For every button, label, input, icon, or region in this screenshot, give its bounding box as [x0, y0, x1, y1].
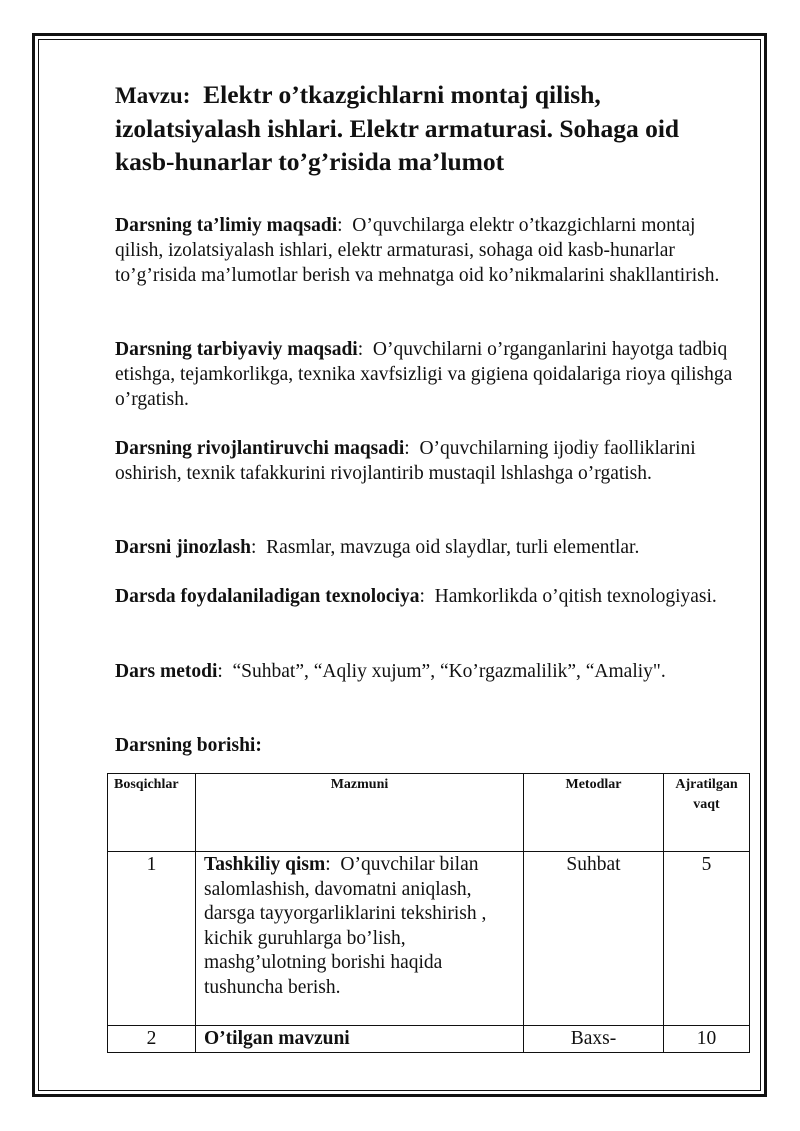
section-label: Darsning rivojlantiruvchi maqsadi [115, 438, 405, 459]
stage-cell: 2 [108, 1026, 196, 1053]
section-method: Dars metodi: “Suhbat”, “Aqliy xujum”, “Ko’rgazmalilik”, “Amaliy". [115, 661, 666, 682]
method-cell: Suhbat [524, 852, 664, 1026]
table-row [108, 852, 750, 1026]
column-header: Mazmuni [196, 774, 524, 852]
section-label: Darsda foydalaniladigan texnolociya [115, 586, 420, 607]
lesson-flow-heading: Darsning borishi: [115, 735, 262, 756]
stage-text: O’quvchilar bilan salomlashish, davomatni aniqlash, darsga tayyorgarliklarini tekshirish , kichik guruhlarga bo’lish, mashg’ulotning borishi haqida tushuncha berish. [204, 854, 487, 998]
time-cell: 10 [664, 1026, 750, 1053]
section-label: Dars metodi [115, 661, 218, 682]
section-text: Rasmlar, mavzuga oid slaydlar, turli elementlar. [266, 537, 640, 558]
title-text: Elektr o’tkazgichlarni montaj qilish, izolatsiyalash ishlari. Elektr armaturasi. Sohaga oid kasb-hunarlar to’g’risida ma’lumot [115, 80, 680, 176]
section-technology: Darsda foydalaniladigan texnolociya: Hamkorlikda o’qitish texnologiyasi. [115, 586, 717, 607]
section-text: “Suhbat”, “Aqliy xujum”, “Ko’rgazmalilik”, “Amaliy". [232, 661, 666, 682]
method-cell: Baxs- [524, 1026, 664, 1053]
section-upbringing-goal: Darsning tarbiyaviy maqsadi: O’quvchilarni o’rganganlarini hayotga tadbiq etishga, tejamkorlikga, texnika xavfsizligi va gigiena qoidalariga rioya qilishga o’rgatish. [115, 339, 733, 410]
time-cell: 5 [664, 852, 750, 1026]
section-developmental-goal: Darsning rivojlantiruvchi maqsadi: O’quvchilarning ijodiy faolliklarini oshirish, texnik tafakkurini rivojlantirib mustaqil lshlashga o’rgatish. [115, 438, 696, 484]
column-header: Ajratilgan vaqt [664, 774, 750, 852]
table-row [108, 1026, 750, 1053]
section-text: O’quvchilarning ijodiy faolliklarini oshirish, texnik tafakkurini rivojlantirib mustaqil lshlashga o’rgatish. [115, 438, 696, 484]
content-cell [196, 1026, 524, 1053]
document-title [115, 78, 735, 178]
lesson-flow-table [107, 773, 750, 1053]
section-equipment: Darsni jinozlash: Rasmlar, mavzuga oid slaydlar, turli elementlar. [115, 537, 640, 558]
section-educational-goal: Darsning ta’limiy maqsadi: O’quvchilarga elektr o’tkazgichlarni montaj qilish, izolatsiyalash ishlari, elektr armaturasi, sohaga oid kasb-hunarlar to’g’risida ma’lumotlar berish va mehnatga oid ko’nikmalarini shakllantirish. [115, 215, 720, 286]
table-header-row [108, 774, 750, 852]
stage-title: Tashkiliy qism [204, 854, 326, 875]
stage-cell: 1 [108, 852, 196, 1026]
section-text: O’quvchilarni o’rganganlarini hayotga tadbiq etishga, tejamkorlikga, texnika xavfsizligi va gigiena qoidalariga rioya qilishga o’rgatish. [115, 339, 733, 410]
section-label: Darsning ta’limiy maqsadi [115, 215, 338, 236]
section-label: Darsning tarbiyaviy maqsadi [115, 339, 358, 360]
stage-title: O’tilgan mavzuni [204, 1028, 350, 1049]
content-cell: Tashkiliy qism: O’quvchilar bilan salomlashish, davomatni aniqlash, darsga tayyorgarliklarini tekshirish , kichik guruhlarga bo’lish, mashg’ulotning borishi haqida tushuncha berish. [196, 852, 524, 1026]
column-header: Metodlar [524, 774, 664, 852]
title-label: Mavzu: [115, 83, 191, 108]
section-label: Darsni jinozlash [115, 537, 251, 558]
column-header: Bosqichlar [108, 774, 196, 852]
section-text: Hamkorlikda o’qitish texnologiyasi. [434, 586, 717, 607]
section-text: O’quvchilarga elektr o’tkazgichlarni montaj qilish, izolatsiyalash ishlari, elektr armaturasi, sohaga oid kasb-hunarlar to’g’risida ma’lumotlar berish va mehnatga oid ko’nikmalarini shakllantirish. [115, 215, 720, 286]
